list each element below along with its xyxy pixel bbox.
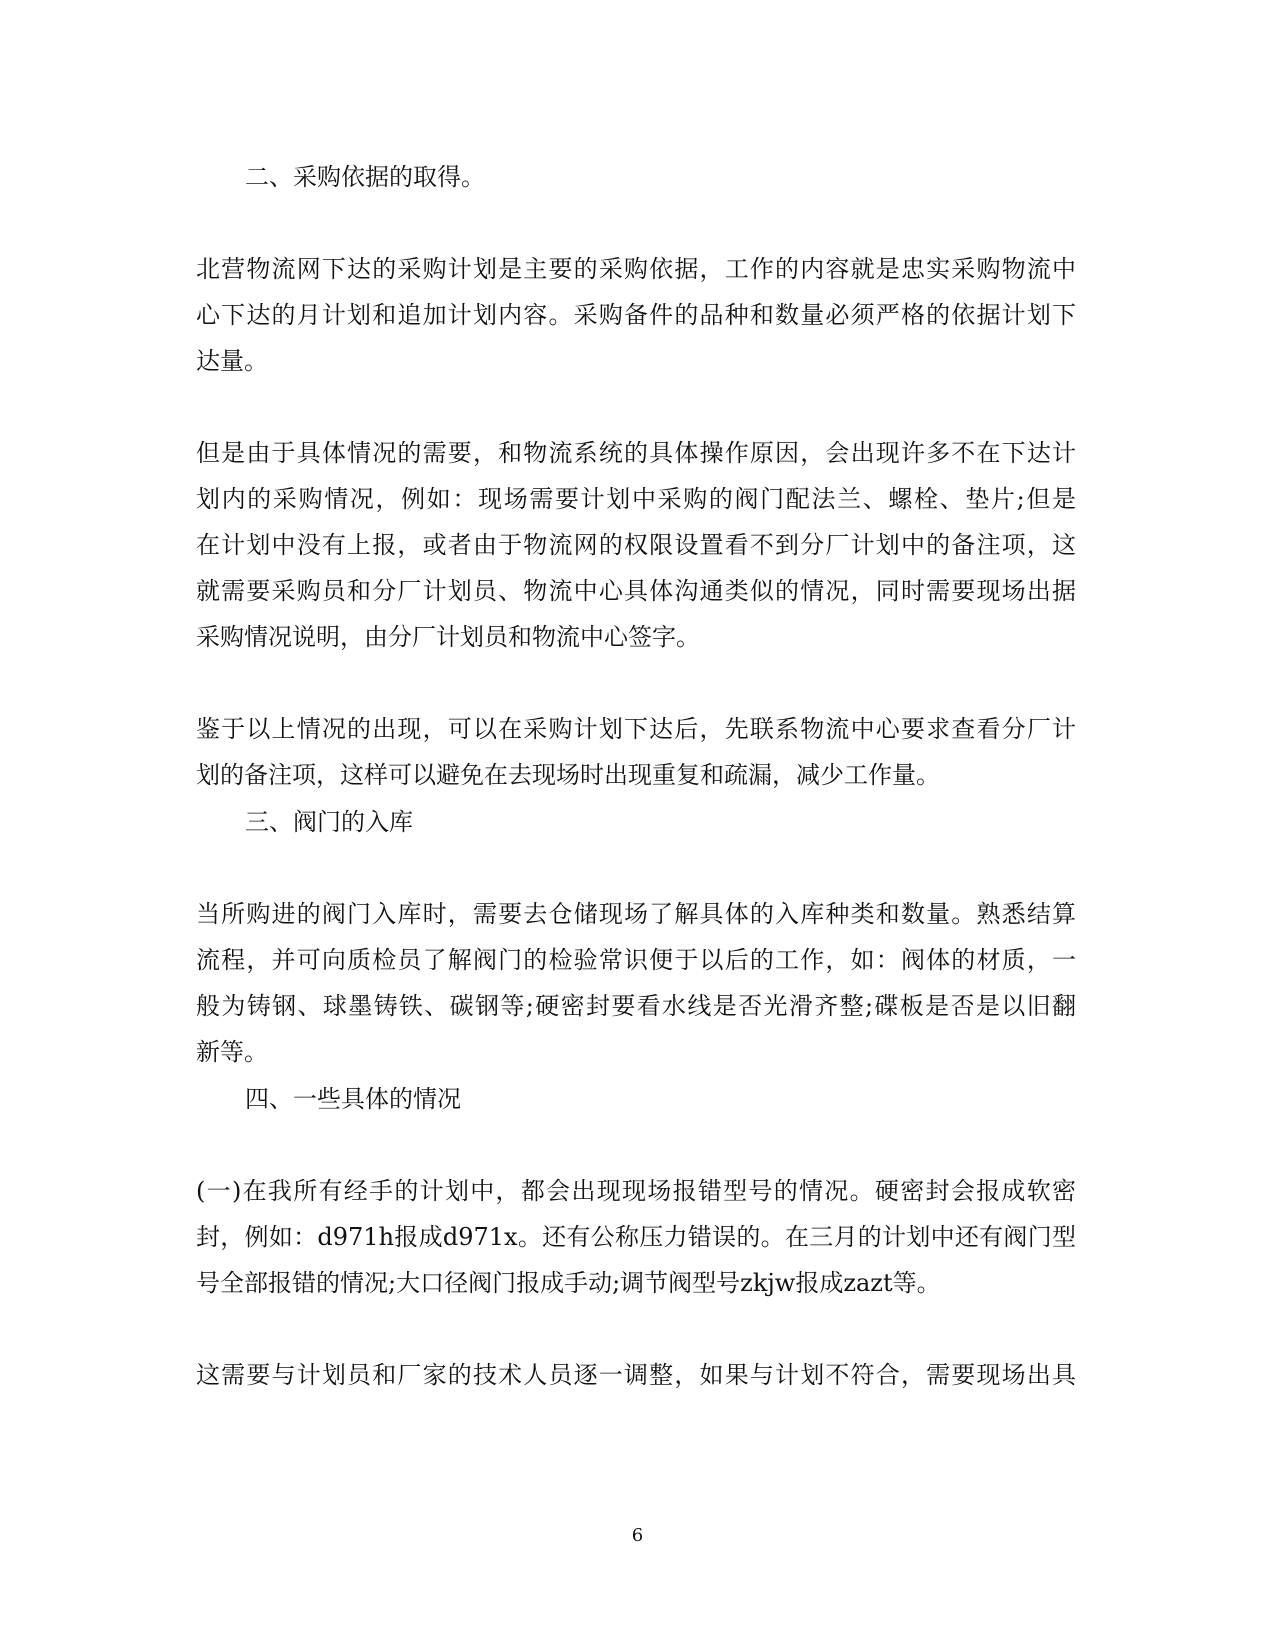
paragraph-line: 般为铸钢、球墨铸铁、碳钢等;硬密封要看水线是否光滑齐整;碟板是否是以旧翻 [196, 992, 1076, 1020]
page-number: 6 [631, 1525, 644, 1546]
section-heading-2: 二、采购依据的取得。 [245, 163, 485, 191]
paragraph-line: 封，例如：d971h报成d971x。还有公称压力错误的。在三月的计划中还有阀门型 [196, 1223, 1076, 1251]
paragraph-line: 心下达的月计划和追加计划内容。采购备件的品种和数量必须严格的依据计划下 [196, 301, 1076, 329]
paragraph-line: 划的备注项，这样可以避免在去现场时出现重复和疏漏，减少工作量。 [196, 761, 940, 789]
paragraph-line: 在计划中没有上报，或者由于物流网的权限设置看不到分厂计划中的备注项，这 [196, 531, 1076, 559]
paragraph-line: 号全部报错的情况;大口径阀门报成手动;调节阀型号zkjw报成zazt等。 [196, 1269, 941, 1297]
paragraph-line: 新等。 [196, 1038, 268, 1066]
paragraph-line: 流程，并可向质检员了解阀门的检验常识便于以后的工作，如：阀体的材质，一 [196, 946, 1076, 974]
section-heading-4: 四、一些具体的情况 [245, 1085, 461, 1113]
paragraph-line: 就需要采购员和分厂计划员、物流中心具体沟通类似的情况，同时需要现场出据 [196, 577, 1076, 605]
paragraph-line: (一)在我所有经手的计划中，都会出现现场报错型号的情况。硬密封会报成软密 [196, 1177, 1076, 1205]
paragraph-line: 当所购进的阀门入库时，需要去仓储现场了解具体的入库种类和数量。熟悉结算 [196, 900, 1076, 928]
paragraph-line: 北营物流网下达的采购计划是主要的采购依据，工作的内容就是忠实采购物流中 [196, 255, 1076, 283]
paragraph-line: 达量。 [196, 347, 268, 375]
paragraph-line: 这需要与计划员和厂家的技术人员逐一调整，如果与计划不符合，需要现场出具 [196, 1361, 1076, 1389]
paragraph-line: 采购情况说明，由分厂计划员和物流中心签字。 [196, 623, 700, 651]
paragraph-line: 但是由于具体情况的需要，和物流系统的具体操作原因，会出现许多不在下达计 [196, 439, 1076, 467]
section-heading-3: 三、阀门的入库 [245, 808, 413, 836]
paragraph-line: 划内的采购情况，例如：现场需要计划中采购的阀门配法兰、螺栓、垫片;但是 [196, 485, 1076, 513]
paragraph-line: 鉴于以上情况的出现，可以在采购计划下达后，先联系物流中心要求查看分厂计 [196, 715, 1076, 743]
